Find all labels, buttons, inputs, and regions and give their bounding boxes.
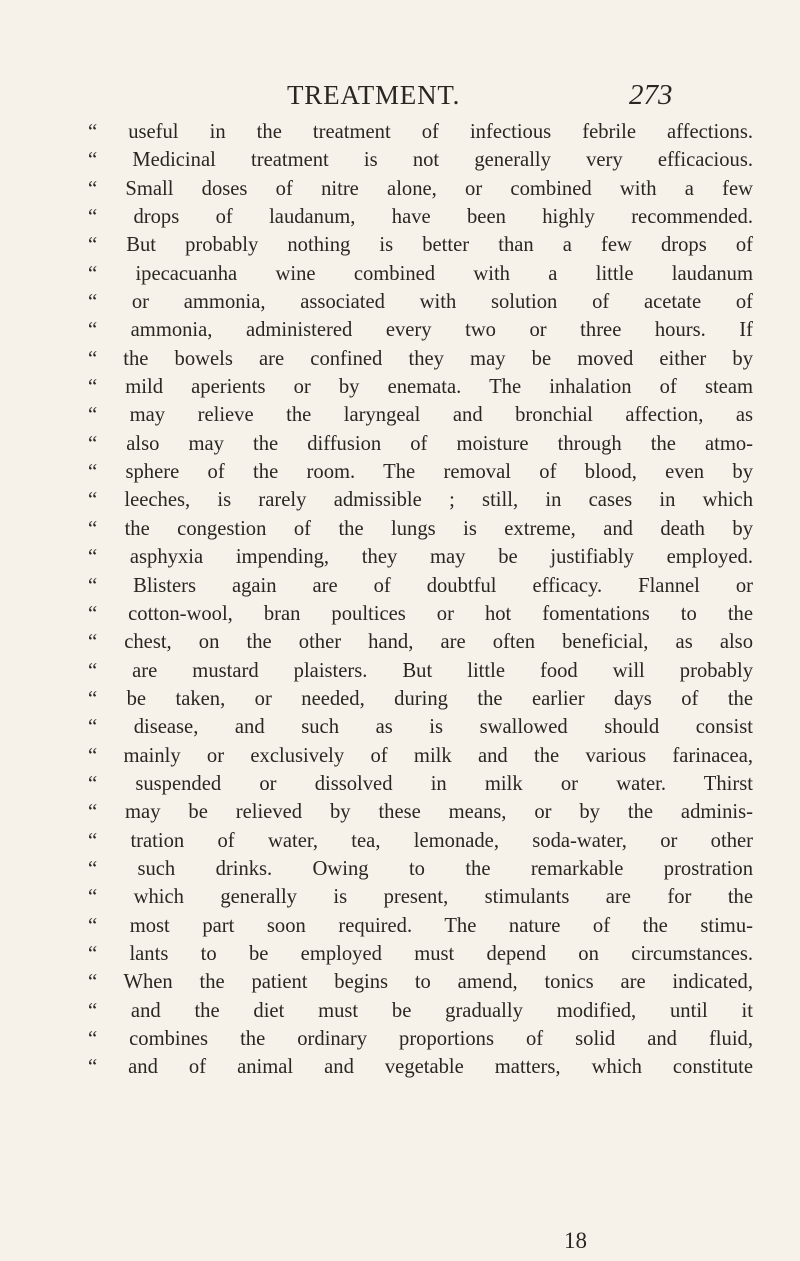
text-line: “ lants to be employed must depend on circumstances. bbox=[88, 942, 753, 965]
text-line: “ chest, on the other hand, are often beneficial, as also bbox=[88, 631, 753, 654]
text-line: “ the congestion of the lungs is extreme, and death by bbox=[88, 517, 753, 540]
text-line: “ Medicinal treatment is not generally very efficacious. bbox=[88, 149, 753, 172]
text-line: “ are mustard plaisters. But little food will probably bbox=[88, 659, 753, 682]
text-line: “ tration of water, tea, lemonade, soda-water, or other bbox=[88, 829, 753, 852]
text-line: “ Blisters again are of doubtful efficacy. Flannel or bbox=[88, 574, 753, 597]
text-line: “ also may the diffusion of moisture through the atmo- bbox=[88, 432, 753, 455]
text-line: “ sphere of the room. The removal of blood, even by bbox=[88, 461, 753, 484]
text-line: “ drops of laudanum, have been highly recommended. bbox=[88, 206, 753, 229]
text-line: “ the bowels are confined they may be moved either by bbox=[88, 347, 753, 370]
text-line: “ which generally is present, stimulants are for the bbox=[88, 886, 753, 909]
text-line: “ ammonia, administered every two or three hours. If bbox=[88, 319, 753, 342]
text-line: “ cotton-wool, bran poultices or hot fomentations to the bbox=[88, 602, 753, 625]
running-head bbox=[0, 78, 800, 118]
text-line: “ mainly or exclusively of milk and the various farinacea, bbox=[88, 744, 753, 767]
text-line: “ or ammonia, associated with solution of acetate of bbox=[88, 291, 753, 314]
running-title: TREATMENT. bbox=[287, 80, 461, 110]
text-line: “ When the patient begins to amend, tonics are indicated, bbox=[88, 971, 753, 994]
text-line: “ suspended or dissolved in milk or water. Thirst bbox=[88, 772, 753, 795]
body-text bbox=[88, 118, 753, 1082]
text-line: “ most part soon required. The nature of the stimu- bbox=[88, 914, 753, 937]
text-line: “ mild aperients or by enemata. The inhalation of steam bbox=[88, 376, 753, 399]
text-line: “ may be relieved by these means, or by the adminis- bbox=[88, 801, 753, 824]
text-line: “ may relieve the laryngeal and bronchial affection, as bbox=[88, 404, 753, 427]
text-line: “ asphyxia impending, they may be justifiably employed. bbox=[88, 546, 753, 569]
text-line: “ But probably nothing is better than a few drops of bbox=[88, 234, 753, 257]
text-line: “ and the diet must be gradually modified, until it bbox=[88, 999, 753, 1022]
text-line: “ combines the ordinary proportions of solid and fluid, bbox=[88, 1028, 753, 1050]
text-line: “ be taken, or needed, during the earlier days of the bbox=[88, 687, 753, 710]
text-line: “ and of animal and vegetable matters, which constitute bbox=[88, 1056, 753, 1079]
text-line: “ ipecacuanha wine combined with a little laudanum bbox=[88, 262, 753, 285]
text-line: “ disease, and such as is swallowed should consist bbox=[88, 716, 753, 739]
page-number: 273 bbox=[629, 79, 673, 111]
signature-mark: 18 bbox=[564, 1228, 587, 1253]
text-line: “ such drinks. Owing to the remarkable prostration bbox=[88, 857, 753, 880]
text-line: “ Small doses of nitre alone, or combined with a few bbox=[88, 177, 753, 200]
text-line: “ leeches, is rarely admissible ; still, in cases in which bbox=[88, 489, 753, 512]
text-line: “ useful in the treatment of infectious febrile affections. bbox=[88, 121, 753, 143]
